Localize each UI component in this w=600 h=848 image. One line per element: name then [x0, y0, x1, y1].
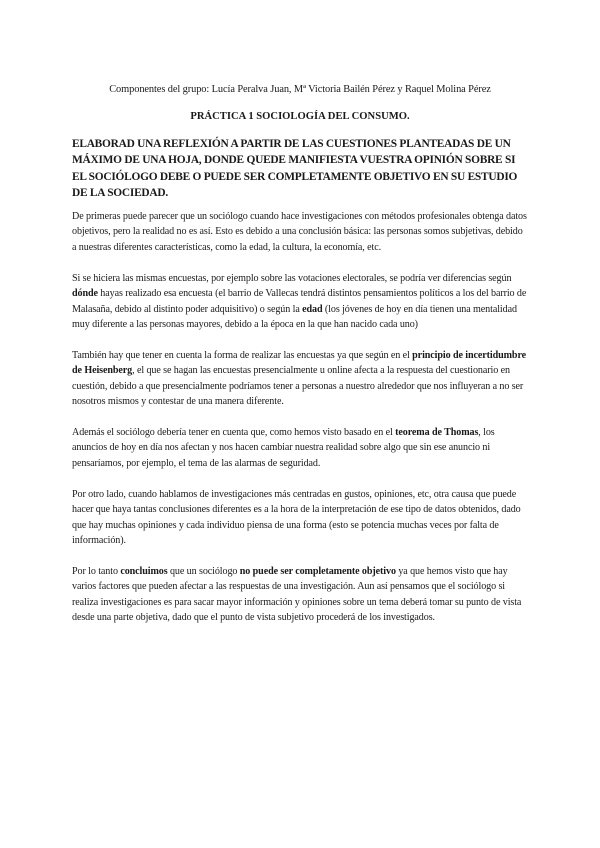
paragraph-text: (los jóvenes de hoy en día tienen una mentalidad muy diferente a las personas mayores, debido a la época en la que han nacido cada uno) [72, 303, 517, 330]
paragraph-text: Por lo tanto [72, 565, 121, 577]
paragraph-text: Si se hiciera las mismas encuestas, por ejemplo sobre las votaciones electorales, se podría ver diferencias según [72, 272, 512, 284]
bold-term-where: dónde [72, 288, 98, 300]
bold-term-thomas: teorema de Thomas [395, 426, 479, 438]
bold-term-age: edad [302, 303, 323, 315]
paragraph-text: ya que hemos visto que hay varios factores que pueden afectar a las respuestas de una investigación. Aun así pensamos que el sociólogo si realiza investigaciones es para sacar mayor información y opiniones sobre un tema deberá tomar su punto de vista desde una parte objetiva, dado que el punto de vista subjetivo procederá de los investigados. [72, 565, 522, 624]
assignment-question: ELABORAD UNA REFLEXIÓN A PARTIR DE LAS CUESTIONES PLANTEADAS DE UN MÁXIMO DE UNA HOJA, DONDE QUEDE MANIFIESTA VUESTRA OPINIÓN SOBRE SI EL SOCIÓLOGO DEBE O PUEDE SER COMPLETAMENTE OBJETIVO EN SU ESTUDIO DE LA SOCIEDAD. [72, 138, 518, 199]
paragraph-text: que un sociólogo [167, 565, 240, 577]
paragraph-text: , el que se hagan las encuestas presencialmente u online afecta a la respuesta del cuestionario en cuestión, debido a que presencialmente podríamos tener a personas a nuestro alrededor que nos influyeran a no ser nosotros mismos y contestar de una manera diferente. [72, 365, 524, 408]
paragraph-intro: De primeras puede parecer que un sociólogo cuando hace investigaciones con métodos profesionales obtenga datos objetivos, pero la realidad no es así. Esto es debido a una conclusión básica: las personas somos subjetivas, debido a nuestras diferentes características, como la edad, la cultura, la economía, etc. [72, 211, 527, 253]
paragraph-text: hayas realizado esa encuesta (el barrio de Vallecas tendrá distintos pensamientos políticos a los del barrio de Malasaña, debido al distinto poder adquisitivo) o según la [72, 288, 527, 315]
bold-term-not-objective: no puede ser completamente objetivo [239, 565, 396, 577]
paragraph-text: Además el sociólogo debería tener en cuenta que, como hemos visto basado en el [72, 426, 396, 438]
document-body [72, 209, 528, 641]
group-members-line: Componentes del grupo: Lucía Peralva Juan, Mª Victoria Bailén Pérez y Raquel Molina Pérez [109, 84, 491, 95]
paragraph-surveys [72, 271, 528, 333]
paragraph-text: , los anuncios de hoy en día nos afectan y nos hacen cambiar nuestra realidad sobre algo que sin ese anuncio ni pensaríamos, por ejemplo, el tema de las alarmas de seguridad. [72, 426, 495, 469]
bold-term-heisenberg: principio de incertidumbre de Heisenberg [72, 349, 527, 377]
document-title: PRÁCTICA 1 SOCIOLOGÍA DEL CONSUMO. [190, 111, 410, 122]
paragraph-thomas [72, 425, 528, 471]
paragraph-text: También hay que tener en cuenta la forma de realizar las encuestas ya que según en el [72, 349, 413, 361]
paragraph-conclusion [72, 564, 528, 626]
paragraph-heisenberg [72, 348, 528, 410]
paragraph-interpretation: Por otro lado, cuando hablamos de investigaciones más centradas en gustos, opiniones, etc, otra causa que puede hacer que haya tantas conclusiones diferentes es a la hora de la interpretación de ese tipo de datos obtenidos, dado que hay muchas opiniones y cada individuo piensa de una forma (esto se potencia muchas veces por falta de información). [72, 488, 521, 546]
bold-term-conclude: concluimos [120, 565, 168, 577]
